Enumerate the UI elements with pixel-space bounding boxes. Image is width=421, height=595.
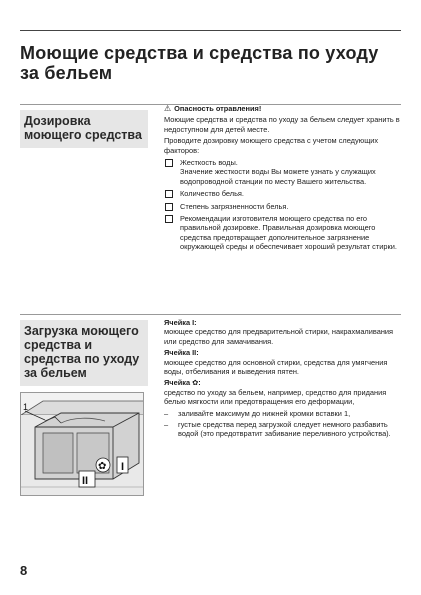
chamber-text: моющее средство для основной стирки, средства для умягчения воды, отбеливания и выведения пятен. (164, 357, 388, 377)
factor-main: Степень загрязненности белья. (180, 201, 289, 211)
warning-text: Моющие средства и средства по уходу за бельем следует хранить в недоступном для детей месте. (164, 115, 400, 134)
drawer-label-chamber-ii: II (82, 475, 89, 487)
dash-text: густые средства перед загрузкой следует немного разбавить водой (это предотвратит забивание переливного устройства). (178, 420, 391, 439)
top-rule (20, 30, 401, 31)
factor-main: Жесткость воды. (180, 158, 238, 168)
checkbox-bullet-icon (165, 203, 173, 211)
page-number: 8 (20, 563, 28, 578)
chamber-text: средство по уходу за бельем, например, средство для придания белью мягкости или предотвращения его деформации, (164, 387, 387, 407)
page-title: Моющие средства и средства по уходу за бельем (20, 43, 379, 83)
chamber-text: моющее средство для предварительной стирки, накрахмаливания или средство для замачивания. (164, 327, 394, 346)
factor-item (164, 189, 400, 198)
dosage-content (164, 104, 400, 255)
dash-text: заливайте максимум до нижней кромки вставки 1, (178, 408, 351, 418)
warning-heading (164, 104, 400, 113)
factor-main: Количество белья. (180, 189, 244, 199)
checkbox-bullet-icon (165, 190, 173, 198)
checkbox-bullet-icon (165, 215, 173, 223)
checkbox-bullet-icon (165, 159, 173, 167)
detergent-drawer-illustration (20, 392, 144, 496)
section-divider-2 (20, 314, 401, 315)
loading-content (164, 318, 400, 441)
factor-sub: Значение жесткости воды Вы можете узнать у служащих водопроводной станции по месту Вашего жительства. (180, 167, 376, 186)
detergent-drawer-drawing (21, 393, 144, 496)
dosage-intro: Проводите дозировку моющего средства с учетом следующих факторов: (164, 136, 379, 155)
drawer-label-chamber-flower: ✿ (98, 461, 107, 472)
dash-item: – густые средства перед загрузкой следует немного разбавить водой (это предотвратит забивание переливного устройства). (164, 420, 400, 439)
dash-item: – заливайте максимум до нижней кромки вставки 1, (164, 409, 400, 418)
drawer-label-chamber-i: I (121, 461, 125, 473)
chamber-title: Ячейка I: (164, 318, 197, 327)
warning-triangle-icon: ⚠ (164, 104, 172, 113)
warning-title: Опасность отравления! (174, 104, 262, 113)
factor-main: Рекомендации изготовителя моющего средства по его правильной дозировке. Правильная дозировка моющего средства предотвращает дополнительное загрязнение окружающей среды и обеспечивает хороший результат стирки. (180, 214, 397, 252)
factor-item (164, 214, 400, 252)
factor-item (164, 158, 400, 186)
section-label-dosage: Дозировка моющего средства (20, 110, 148, 148)
chamber-title: Ячейка II: (164, 348, 199, 358)
section-label-loading: Загрузка моющего средства и средства по уходу за бельем (20, 320, 148, 386)
chamber-title: Ячейка ✿: (164, 378, 201, 388)
drawer-label-1: 1 (23, 402, 29, 412)
factor-item (164, 202, 400, 211)
